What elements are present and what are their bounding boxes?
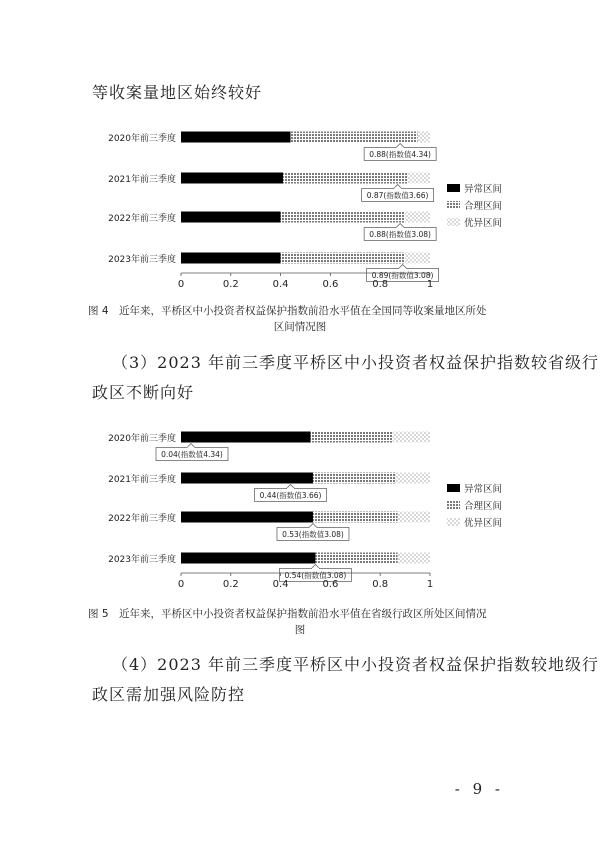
category-label: 2021年前三季度 (108, 475, 176, 485)
category-label: 2022年前三季度 (108, 514, 176, 524)
x-tick-label: 0.6 (322, 579, 339, 590)
callout-label: 0.04(指数值4.34) (161, 450, 223, 459)
legend-swatch (447, 518, 460, 526)
x-tick-label: 0.4 (272, 579, 289, 590)
bar-abnormal (181, 212, 281, 223)
bar-abnormal (181, 473, 313, 484)
category-label: 2020年前三季度 (108, 134, 176, 144)
callout-label: 0.53(指数值3.08) (282, 530, 344, 539)
bar-abnormal (181, 173, 283, 184)
legend-swatch (447, 484, 460, 492)
bar-excellent (393, 432, 430, 443)
callout-pointer (287, 485, 295, 489)
legend-swatch (447, 201, 460, 209)
bar-reasonable (283, 173, 408, 184)
bar-excellent (405, 253, 430, 264)
legend-swatch (447, 501, 460, 509)
section-4-heading-line1: （4）2023 年前三季度平桥区中小投资者权益保护指数较地级行 (112, 655, 599, 674)
bar-reasonable (313, 473, 395, 484)
callout-label: 0.87(指数值3.66) (366, 191, 429, 200)
bar-reasonable (281, 212, 406, 223)
bar-excellent (398, 512, 430, 523)
x-tick-label: 0.8 (372, 579, 389, 590)
bar-reasonable (281, 253, 406, 264)
bar-reasonable (315, 553, 397, 564)
bar-excellent (398, 553, 430, 564)
x-tick-label: 1 (426, 579, 434, 590)
callout-label: 0.54(指数值3.08) (284, 571, 347, 580)
callout-pointer (396, 144, 404, 148)
figure-5-caption-line2: 图 (294, 624, 306, 636)
legend-label: 优异区间 (464, 218, 503, 229)
callout-label: 0.44(指数值3.66) (259, 491, 322, 500)
x-tick-label: 0 (177, 579, 185, 590)
callout-label: 0.88(指数值4.34) (369, 150, 432, 159)
bar-abnormal (181, 553, 315, 564)
chart-figure-5 (0, 420, 600, 598)
legend-label: 异常区间 (464, 184, 503, 195)
bar-abnormal (181, 132, 291, 143)
legend-label: 合理区间 (464, 201, 503, 212)
section-3-heading-line2: 政区不断向好 (92, 383, 195, 402)
chart-figure-4 (0, 125, 600, 297)
x-tick-label: 1 (426, 279, 434, 290)
section-3-heading-line1: （3）2023 年前三季度平桥区中小投资者权益保护指数较省级行 (112, 353, 599, 372)
category-label: 2023年前三季度 (108, 555, 176, 565)
legend-label: 优异区间 (464, 518, 503, 529)
paragraph-line: 等收案量地区始终较好 (92, 83, 263, 102)
bar-reasonable (310, 432, 392, 443)
category-label: 2021年前三季度 (108, 175, 176, 185)
legend-swatch (447, 218, 460, 226)
bar-abnormal (181, 512, 313, 523)
bar-reasonable (313, 512, 398, 523)
callout-pointer (396, 224, 404, 228)
bar-excellent (405, 212, 430, 223)
bar-excellent (408, 173, 430, 184)
legend-label: 合理区间 (464, 501, 503, 512)
figure-5-caption-line1: 图 5 近年来，平桥区中小投资者权益保护指数前沿水平值在省级行政区所处区间情况 (88, 608, 487, 620)
bar-abnormal (181, 253, 281, 264)
x-tick-label: 0.2 (222, 579, 239, 590)
bar-excellent (395, 473, 430, 484)
legend-label: 异常区间 (464, 484, 503, 495)
category-label: 2022年前三季度 (108, 214, 176, 224)
callout-label: 0.89(指数值3.08) (371, 271, 434, 280)
callout-label: 0.88(指数值3.08) (369, 230, 432, 239)
x-tick-label: 0.4 (272, 279, 289, 290)
callout-pointer (394, 185, 402, 189)
section-4-heading-line2: 政区需加强风险防控 (92, 685, 246, 704)
callout-pointer (187, 444, 195, 448)
category-label: 2020年前三季度 (108, 434, 176, 444)
page-number: - 9 - (454, 780, 504, 798)
bar-excellent (418, 132, 430, 143)
figure-4-caption-line1: 图 4 近年来，平桥区中小投资者权益保护指数前沿水平值在全国同等收案量地区所处 (88, 305, 487, 317)
x-tick-label: 0.8 (372, 279, 389, 290)
legend-swatch (447, 184, 460, 192)
x-tick-label: 0.2 (222, 279, 239, 290)
x-tick-label: 0 (177, 279, 185, 290)
bar-abnormal (181, 432, 310, 443)
category-label: 2023年前三季度 (108, 255, 176, 265)
x-tick-label: 0.6 (322, 279, 339, 290)
figure-4-caption-line2: 区间情况图 (273, 321, 327, 333)
bar-reasonable (291, 132, 418, 143)
